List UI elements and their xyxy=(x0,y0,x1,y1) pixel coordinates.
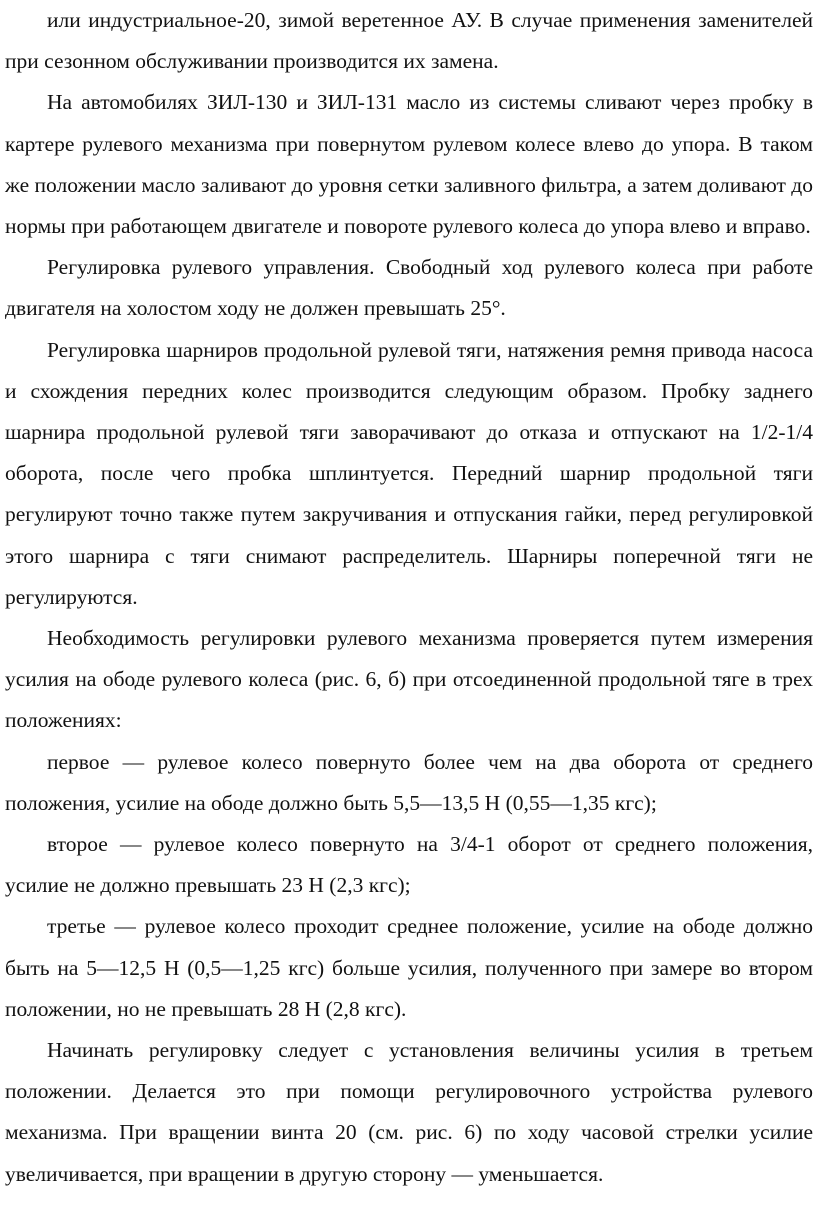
paragraph-1: или индустриальное-20, зимой веретенное АУ. В случае применения заменителей при сезонном обслуживании производится их замена. xyxy=(5,8,813,74)
paragraph-8: третье — рулевое колесо проходит среднее положение, усилие на ободе должно быть на 5—12,5 Н (0,5—1,25 кгс) больше усилия, полученного при замере во втором положении, но не превышать 28 Н (2,8 кгс). xyxy=(5,914,813,1021)
paragraph-5: Необходимость регулировки рулевого механизма проверяется путем измерения усилия на ободе рулевого колеса (рис. 6, б) при отсоединенной продольной тяге в трех положениях: xyxy=(5,626,813,733)
paragraph-7: второе — рулевое колесо повернуто на 3/4-1 оборот от среднего положения, усилие не должно превышать 23 Н (2,3 кгс); xyxy=(5,832,813,898)
document-page xyxy=(5,0,813,1195)
paragraph-9: Начинать регулировку следует с установления величины усилия в третьем положении. Делается это при помощи регулировочного устройства рулевого механизма. При вращении винта 20 (см. рис. 6) по ходу часовой стрелки усилие увеличивается, при вращении в другую сторону — уменьшается. xyxy=(5,1038,813,1186)
paragraph-3: Регулировка рулевого управления. Свободный ход рулевого колеса при работе двигателя на холостом ходу не должен превышать 25°. xyxy=(5,255,813,321)
paragraph-2: На автомобилях ЗИЛ-130 и ЗИЛ-131 масло из системы сливают через пробку в картере рулевого механизма при повернутом рулевом колесе влево до упора. В таком же положении масло заливают до уровня сетки заливного фильтра, а затем доливают до нормы при работающем двигателе и повороте рулевого колеса до упора влево и вправо. xyxy=(5,90,813,239)
paragraph-4: Регулировка шарниров продольной рулевой тяги, натяжения ремня привода насоса и схождения передних колес производится следующим образом. Пробку заднего шарнира продольной рулевой тяги заворачивают до отказа и отпускают на 1/2-1/4 оборота, после чего пробка шплинтуется. Передний шарнир продольной тяги регулируют точно также путем закручивания и отпускания гайки, перед регулировкой этого шарнира с тяги снимают распределитель. Шарниры поперечной тяги не регулируются. xyxy=(5,337,813,609)
paragraph-6: первое — рулевое колесо повернуто более чем на два оборота от среднего положения, усилие на ободе должно быть 5,5—13,5 Н (0,55—1,35 кгс); xyxy=(5,749,813,815)
